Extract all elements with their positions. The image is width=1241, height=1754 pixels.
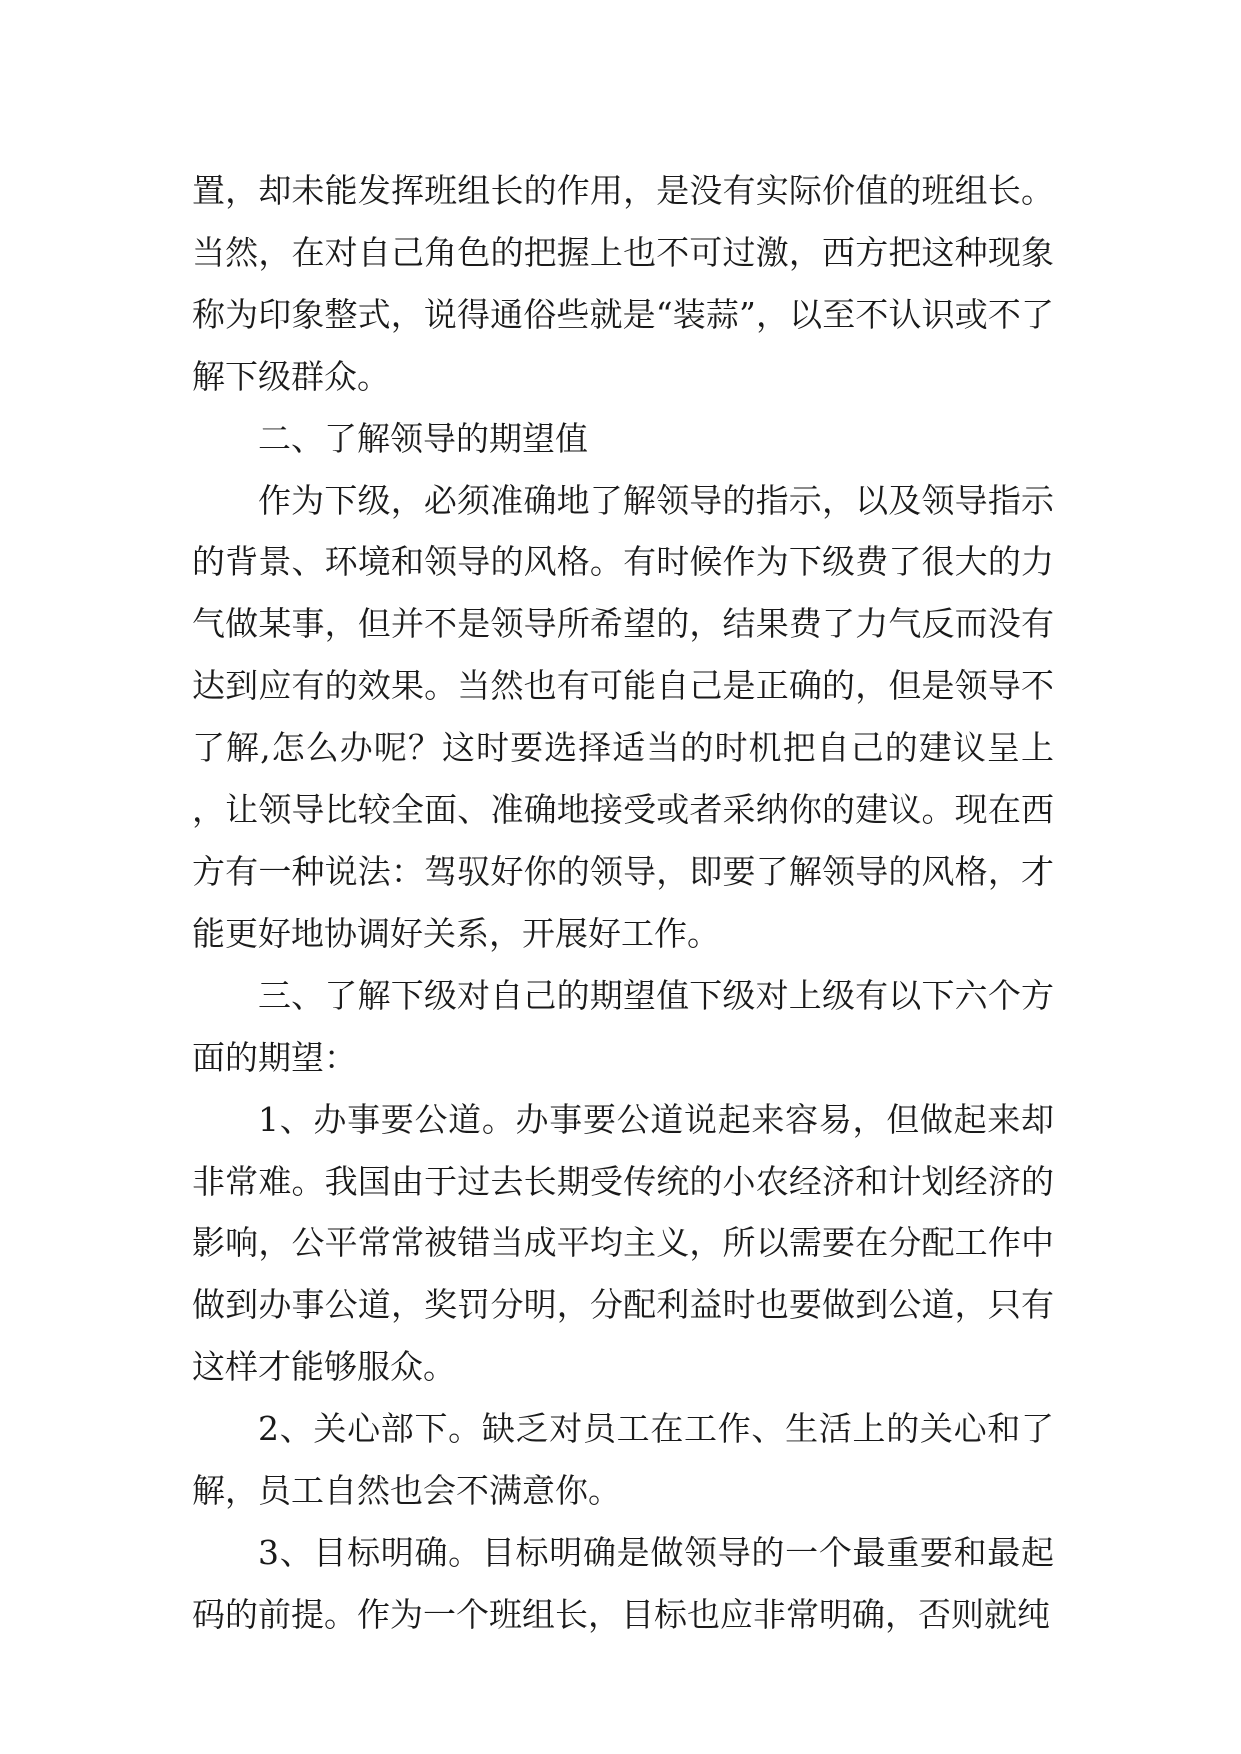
section-heading-2: 二、了解领导的期望值	[258, 418, 588, 458]
paragraph-continuation: 置，却未能发挥班组长的作用，是没有实际价值的班组长。当然，在对自己角色的把握上也不可过激，西方把这种现象称为印象整式，说得通俗些就是“装蒜”，以至不认识或不了解下级群众。	[192, 171, 1054, 396]
body-text	[192, 160, 1054, 1646]
section-heading-3: 三、了解下级对自己的期望值下级对上级有以下六个方面的期望：	[192, 975, 1054, 1077]
list-item-3: 3、目标明确。目标明确是做领导的一个最重要和最起码的前提。作为一个班组长，目标也应非常明确，否则就纯	[192, 1532, 1054, 1634]
list-item-2: 2、关心部下。缺乏对员工在工作、生活上的关心和了解，员工自然也会不满意你。	[192, 1409, 1054, 1511]
paragraph-leader-expectations: 作为下级，必须准确地了解领导的指示，以及领导指示的背景、环境和领导的风格。有时候作为下级费了很大的力气做某事，但并不是领导所希望的，结果费了力气反而没有达到应有的效果。当然也有可能自己是正确的，但是领导不了解,怎么办呢？这时要选择适当的时机把自己的建议呈上，让领导比较全面、准确地接受或者采纳你的建议。现在西方有一种说法：驾驭好你的领导，即要了解领导的风格，才能更好地协调好关系，开展好工作。	[192, 480, 1054, 953]
list-item-1: 1、办事要公道。办事要公道说起来容易，但做起来却非常难。我国由于过去长期受传统的小农经济和计划经济的影响，公平常常被错当成平均主义，所以需要在分配工作中做到办事公道，奖罚分明，分配利益时也要做到公道，只有这样才能够服众。	[192, 1099, 1054, 1387]
